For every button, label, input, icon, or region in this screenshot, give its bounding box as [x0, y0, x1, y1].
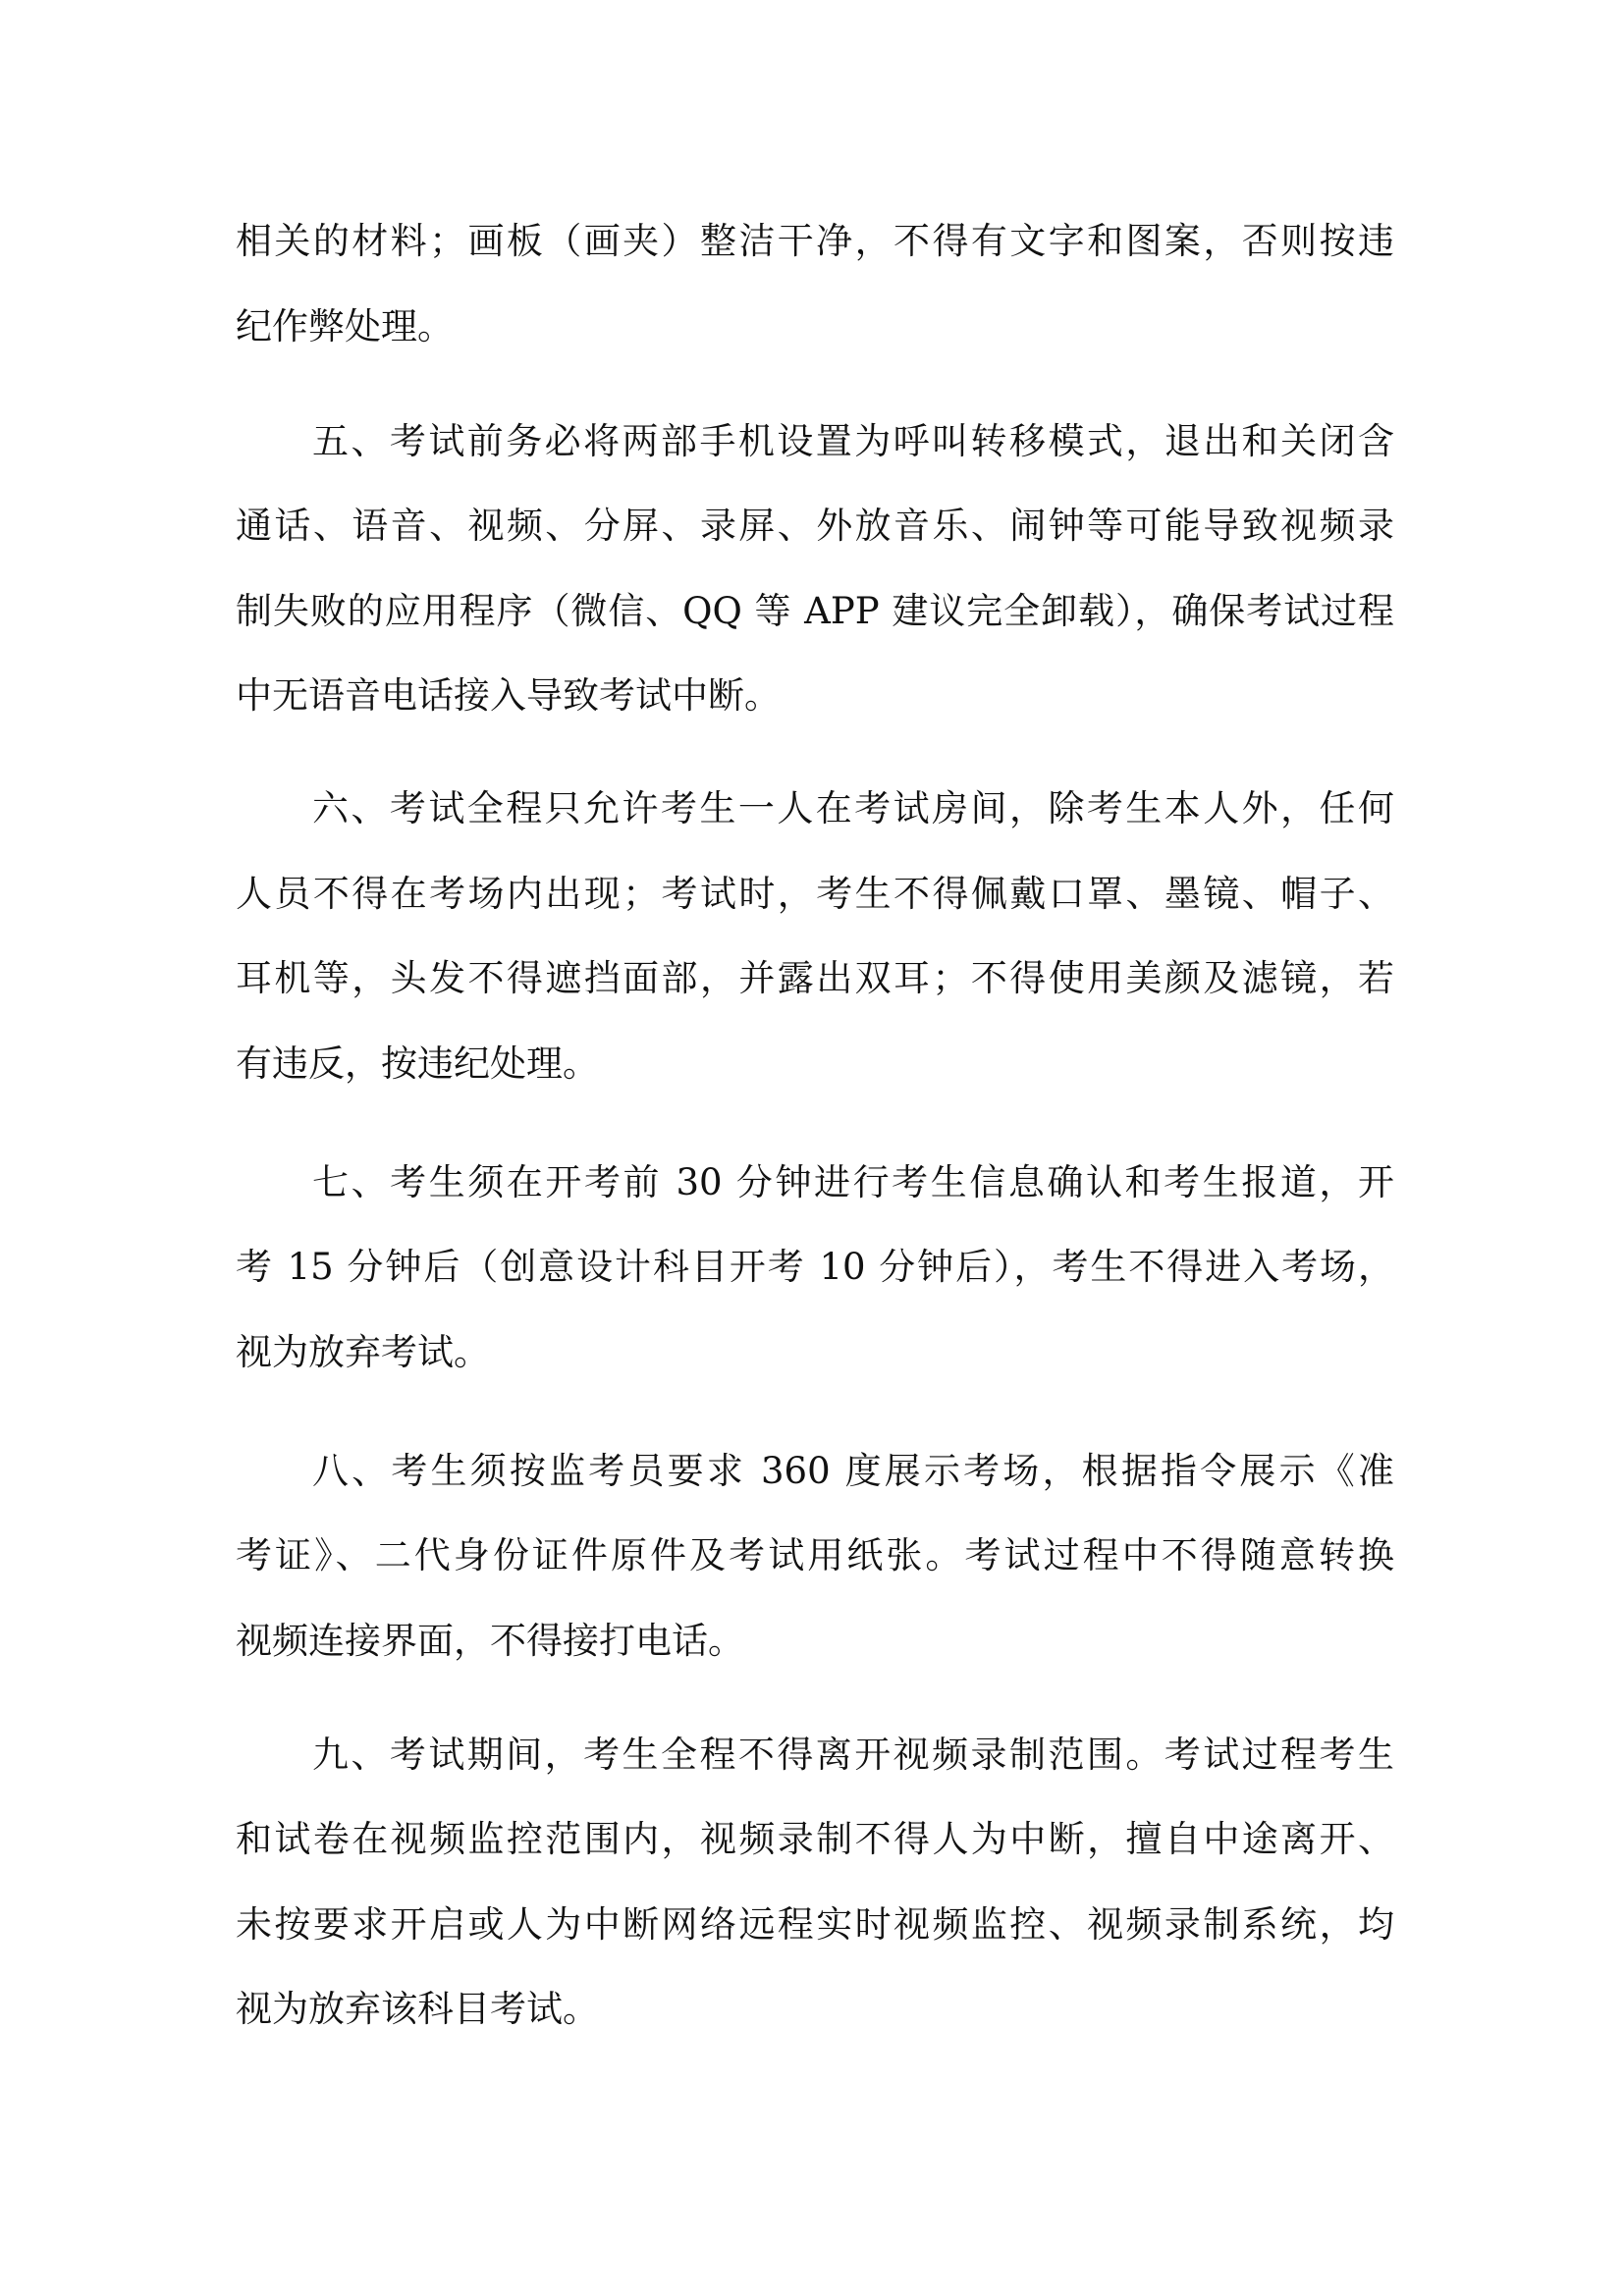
- paragraph-line: 六、考试全程只允许考生一人在考试房间，除考生本人外，任何: [312, 787, 1394, 829]
- paragraph-line: 视为放弃考试。: [236, 1331, 490, 1373]
- paragraph-line: 人员不得在考场内出现；考试时，考生不得佩戴口罩、墨镜、帽子、: [236, 873, 1394, 915]
- paragraph-line: 九、考试期间，考生全程不得离开视频录制范围。考试过程考生: [312, 1734, 1394, 1776]
- paragraph-line: 考 15 分钟后（创意设计科目开考 10 分钟后），考生不得进入考场，: [236, 1246, 1394, 1288]
- paragraph-line: 五、考试前务必将两部手机设置为呼叫转移模式，退出和关闭含: [312, 420, 1394, 462]
- paragraph-line: 制失败的应用程序（微信、QQ 等 APP 建议完全卸载），确保考试过程: [236, 590, 1394, 632]
- paragraph-line: 七、考生须在开考前 30 分钟进行考生信息确认和考生报道，开: [312, 1161, 1394, 1203]
- paragraph-line: 视为放弃该科目考试。: [236, 1988, 599, 2030]
- paragraph-line: 未按要求开启或人为中断网络远程实时视频监控、视频录制系统，均: [236, 1903, 1394, 1946]
- paragraph-line: 耳机等，头发不得遮挡面部，并露出双耳；不得使用美颜及滤镜，若: [236, 957, 1394, 999]
- paragraph-line: 通话、语音、视频、分屏、录屏、外放音乐、闹钟等可能导致视频录: [236, 505, 1394, 547]
- paragraph-line: 和试卷在视频监控范围内，视频录制不得人为中断，擅自中途离开、: [236, 1818, 1394, 1860]
- paragraph-line: 有违反，按违纪处理。: [236, 1042, 599, 1085]
- paragraph-line: 视频连接界面，不得接打电话。: [236, 1620, 744, 1662]
- paragraph-line: 八、考生须按监考员要求 360 度展示考场，根据指令展示《准: [312, 1450, 1394, 1492]
- paragraph-line: 中无语音电话接入导致考试中断。: [236, 674, 781, 717]
- paragraph-line: 纪作弊处理。: [236, 305, 454, 347]
- paragraph-line: 相关的材料；画板（画夹）整洁干净，不得有文字和图案，否则按违: [236, 220, 1394, 262]
- paragraph-line: 考证》、二代身份证件原件及考试用纸张。考试过程中不得随意转换: [236, 1534, 1394, 1576]
